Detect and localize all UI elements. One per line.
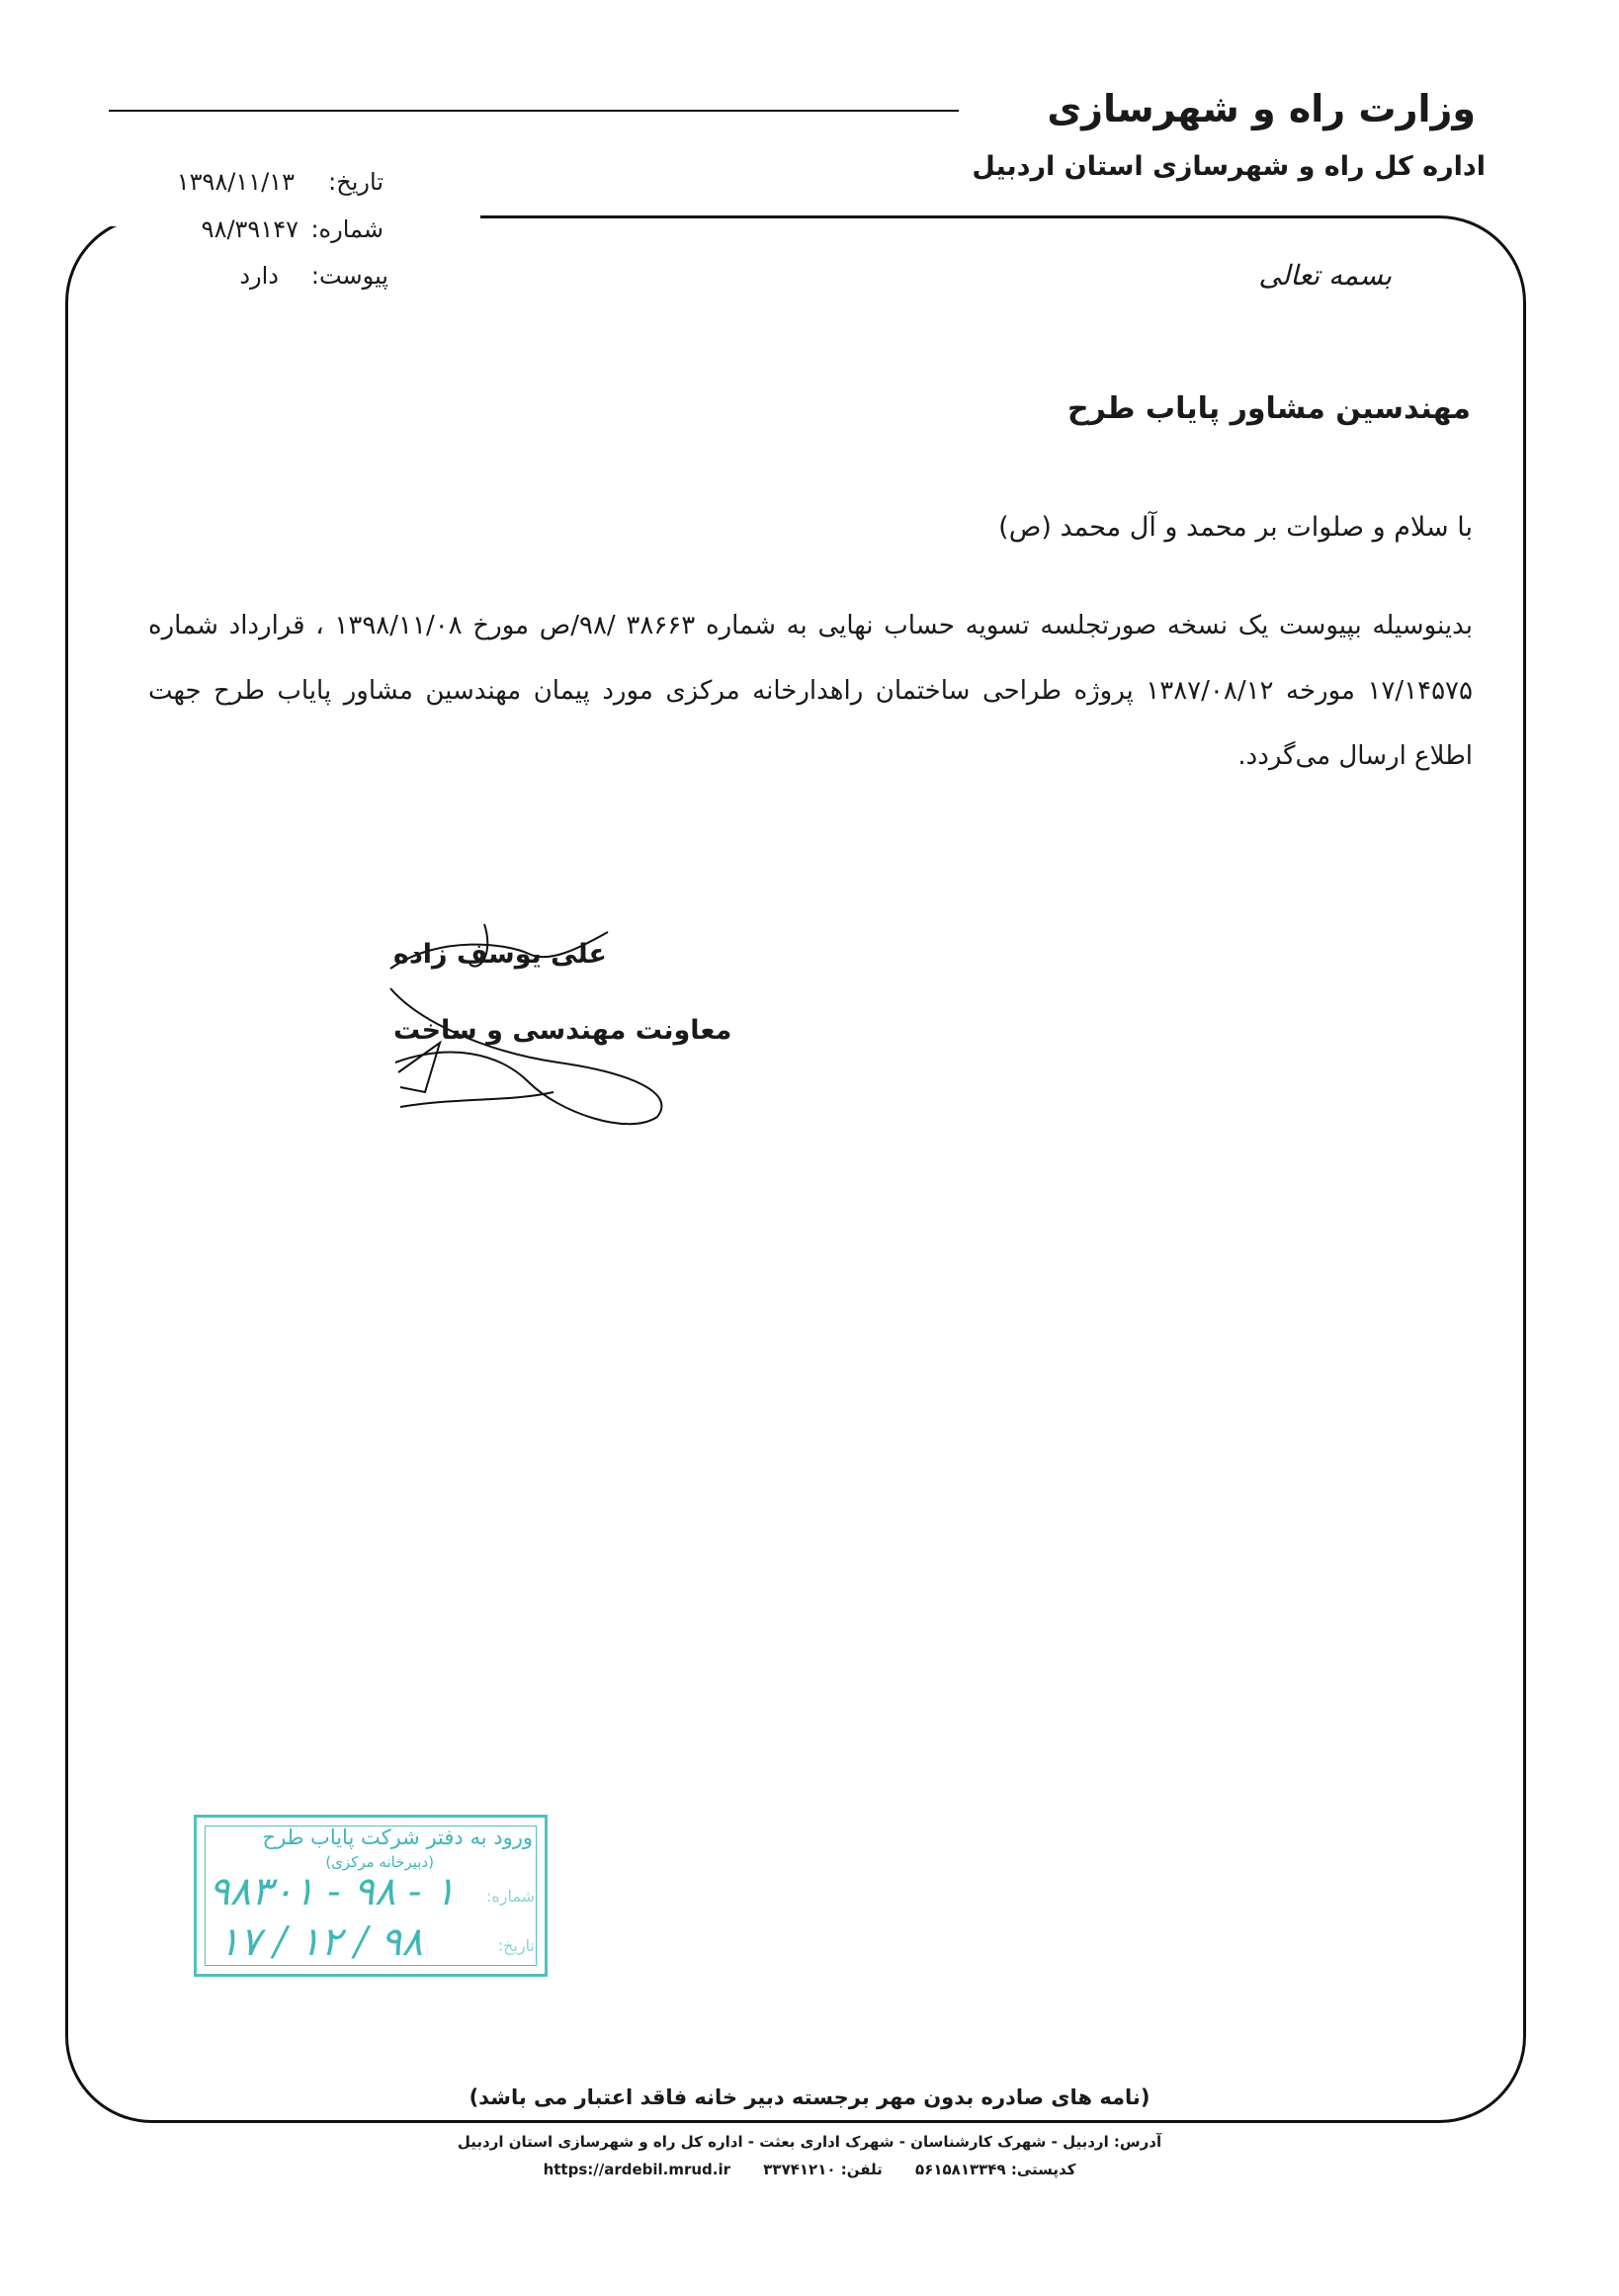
- footer-address: آدرس: اردبیل - شهرک کارشناسان - شهرک اداری بعثت - اداره کل راه و شهرسازی استان اردبیل: [457, 2133, 1162, 2151]
- footer-note: (نامه های صادره بدون مهر برجسته دبیر خانه فاقد اعتبار می باشد): [469, 2085, 1150, 2109]
- handwritten-signature-icon: [381, 894, 697, 1132]
- number-value: ۹۸/۳۹۱۴۷: [201, 215, 298, 243]
- header-rule: [109, 110, 959, 112]
- signatory-name: علی یوسف زاده: [393, 939, 607, 970]
- stamp-number-label: شماره:: [485, 1887, 535, 1906]
- letter-body: بدینوسیله بپیوست یک نسخه صورتجلسه تسویه حساب نهایی به شماره ۳۸۶۶۳ /۹۸/ص مورخ ۱۳۹۸/۱۱/۰۸ ، قرارداد شماره ۱۷/۱۴۵۷۵ مورخه ۱۳۸۷/۰۸/۱۲ پروژه طراحی ساختمان راهدارخانه مرکزی مورد پیمان مهندسین مشاور پایاب طرح جهت اطلاع ارسال می‌گردد.: [148, 611, 1473, 771]
- stamp-date-value: ۱۷ / ۱۲ / ۹۸: [218, 1919, 423, 1965]
- stamp-date-label: تاریخ:: [497, 1936, 535, 1955]
- ministry-title: وزارت راه و شهرسازی: [1047, 87, 1476, 130]
- receipt-stamp: [194, 1815, 548, 1977]
- department-title: اداره کل راه و شهرسازی استان اردبیل: [972, 151, 1486, 182]
- date-value: ۱۳۹۸/۱۱/۱۳: [176, 168, 295, 196]
- footer-postal: کدپستی: ۵۶۱۵۸۱۳۳۴۹: [915, 2161, 1076, 2178]
- stamp-number-value: ۹۸۳۰۱ - ۹۸ - ۱: [209, 1869, 456, 1914]
- footer-contact: [0, 2161, 1619, 2178]
- stamp-title: ورود به دفتر شرکت پایاب طرح: [262, 1826, 533, 1849]
- attachment-value: دارد: [239, 262, 279, 290]
- bismillah: بسمه تعالی: [1258, 259, 1392, 292]
- footer-phone: تلفن: ۳۳۷۴۱۲۱۰: [763, 2161, 883, 2178]
- attachment-label: پیوست:: [310, 262, 388, 290]
- stamp-subtitle: (دبیرخانه مرکزی): [325, 1853, 434, 1871]
- footer-website: https://ardebil.mrud.ir: [543, 2161, 731, 2178]
- greeting: با سلام و صلوات بر محمد و آل محمد (ص): [998, 512, 1473, 543]
- signatory-title: معاونت مهندسی و ساخت: [393, 1015, 732, 1046]
- number-label: شماره:: [310, 215, 383, 243]
- date-label: تاریخ:: [328, 168, 383, 196]
- recipient: مهندسین مشاور پایاب طرح: [1066, 391, 1471, 426]
